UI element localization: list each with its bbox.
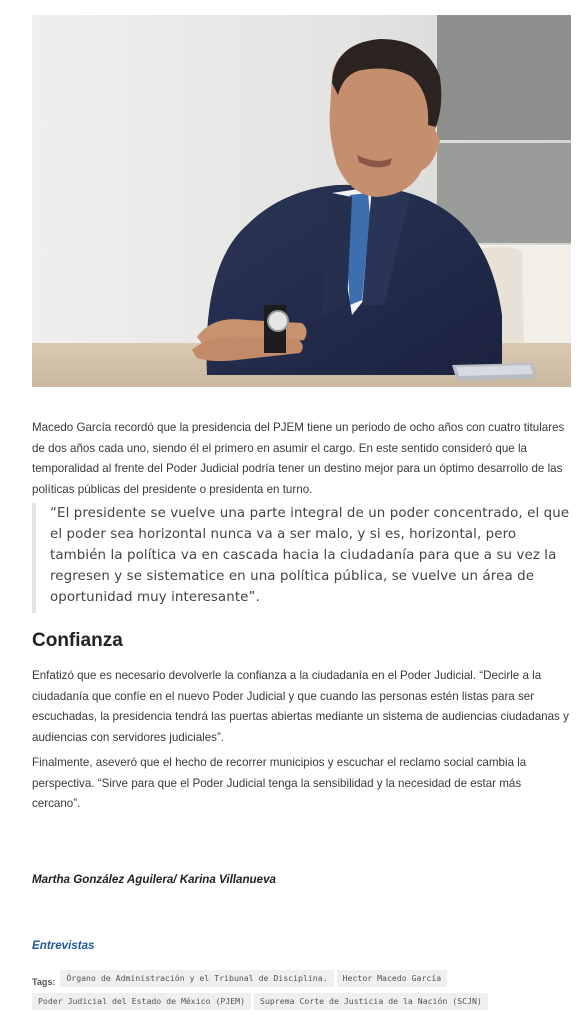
body-paragraph: Enfatizó que es necesario devolverle la confianza a la ciudadanía en el Poder Judicial. “Decirle a la ciudadanía que confíe en el nuevo Poder Judicial y que cuando las personas estén listas para ser escuchadas, la presidencia tendrá las puertas abiertas mediante un sistema de audiencias ciudadanas y audiencias con servidores judiciales”.: [32, 669, 569, 744]
author-byline: Martha González Aguilera/ Karina Villanueva: [32, 873, 276, 886]
tags-label: Tags:: [32, 976, 56, 987]
blockquote: [32, 503, 572, 613]
tag-chip[interactable]: Órgano de Administración y el Tribunal de Disciplina.: [60, 970, 333, 987]
man-in-suit-photo: [32, 15, 571, 387]
body-paragraph: Finalmente, aseveró que el hecho de recorrer municipios y escuchar el reclamo social cambia la perspectiva. “Sirve para que el Poder Judicial tenga la sensibilidad y la necesidad de estar más cercano”.: [32, 756, 527, 810]
section-heading: Confianza: [32, 630, 123, 651]
article-photo: [32, 15, 571, 387]
tag-list: [32, 970, 572, 1016]
quote-text: “El presidente se vuelve una parte integral de un poder concentrado, el que el poder sea horizontal nunca va a ser malo, y si es, horizontal, pero también la política va en cascada hacia la ciudadanía para que a su vez la regresen y se sistematice en una política pública, se vuelve un área de oportunidad muy interesante”.: [50, 506, 570, 605]
tag-chip[interactable]: Hector Macedo García: [337, 970, 448, 987]
body-paragraph: Macedo García recordó que la presidencia del PJEM tiene un periodo de ocho años con cuatro titulares de dos años cada uno, siendo él el primero en asumir el cargo. En este sentido consideró que la temporalidad al frente del Poder Judicial podría tener un destino mejor para un óptimo desarrollo de las políticas públicas del presidente o presidenta en turno.: [32, 421, 565, 496]
tag-chip[interactable]: Poder Judicial del Estado de México (PJEM): [32, 993, 251, 1010]
tag-chip[interactable]: Suprema Corte de Justicia de la Nación (SCJN): [254, 993, 488, 1010]
category-link[interactable]: Entrevistas: [32, 939, 95, 952]
